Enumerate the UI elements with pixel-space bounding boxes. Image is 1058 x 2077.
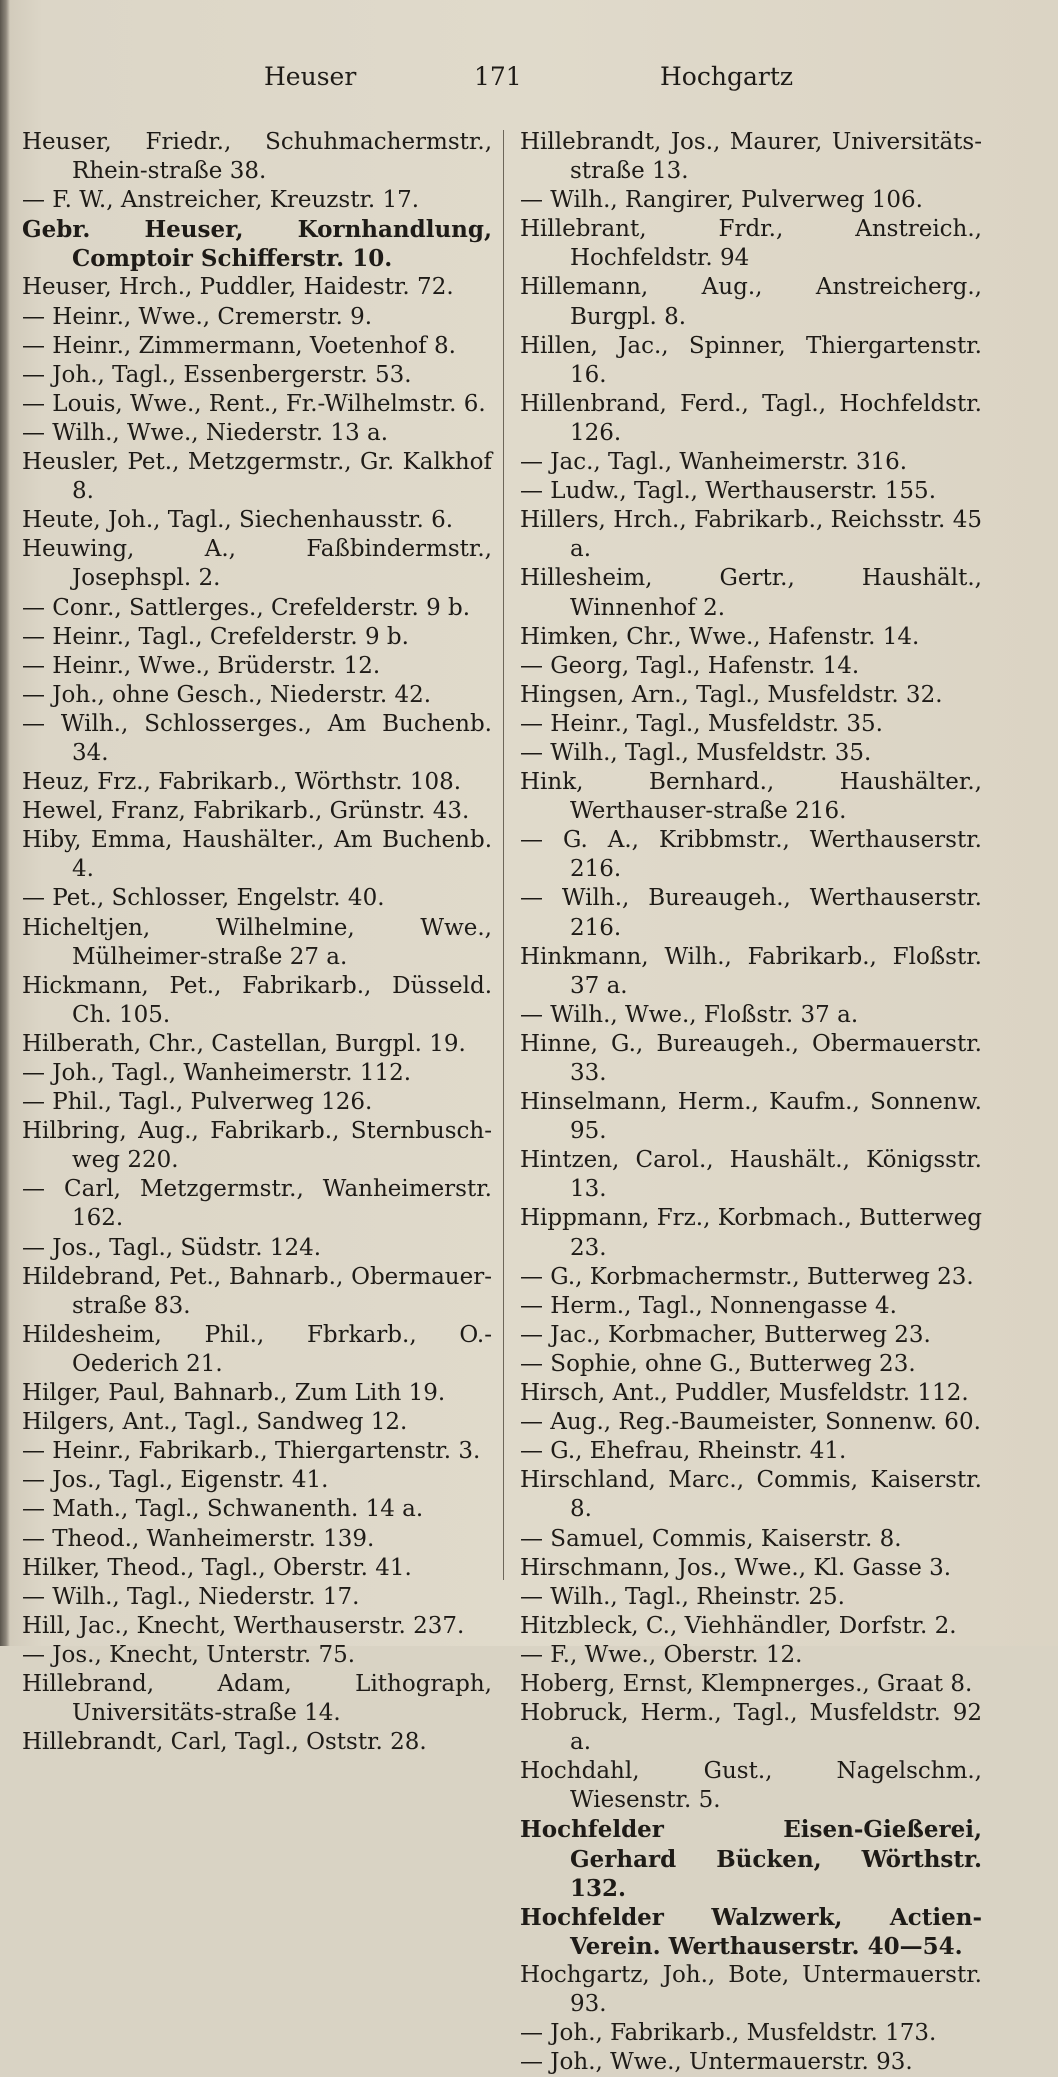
directory-entry: — Herm., Tagl., Nonnengasse 4. bbox=[520, 1292, 897, 1319]
column-divider bbox=[503, 130, 504, 1580]
directory-entry: — Pet., Schlosser, Engelstr. 40. bbox=[22, 885, 385, 912]
directory-entry: Heuser, Friedr., Schuhmachermstr., Rhein-straße 38. bbox=[22, 129, 492, 185]
directory-entry: Hink, Bernhard., Haushälter., Werthauser-straße 216. bbox=[520, 769, 982, 825]
directory-entry: — Joh., ohne Gesch., Niederstr. 42. bbox=[22, 681, 432, 708]
directory-entry: — Joh., Wwe., Untermauerstr. 93. bbox=[520, 2049, 913, 2076]
directory-entry: Hoberg, Ernst, Klempnerges., Graat 8. bbox=[520, 1670, 973, 1697]
directory-entry: Hilbring, Aug., Fabrikarb., Sternbusch-weg 220. bbox=[22, 1118, 492, 1174]
directory-entry: Hillenbrand, Ferd., Tagl., Hochfeldstr. 126. bbox=[520, 390, 982, 446]
directory-entry: Hippmann, Frz., Korbmach., Butterweg 23. bbox=[520, 1205, 982, 1261]
directory-entry: — Heinr., Wwe., Cremerstr. 9. bbox=[22, 303, 373, 330]
directory-entry: — Joh., Fabrikarb., Musfeldstr. 173. bbox=[520, 2020, 937, 2047]
directory-entry: Heuwing, A., Faßbindermstr., Josephspl. 2. bbox=[22, 536, 492, 592]
page-number: 171 bbox=[474, 62, 522, 91]
directory-entry: — Wilh., Wwe., Floßstr. 37 a. bbox=[520, 1001, 859, 1028]
directory-entry: — Heinr., Zimmermann, Voetenhof 8. bbox=[22, 332, 456, 359]
directory-entry: — Wilh., Tagl., Niederstr. 17. bbox=[22, 1583, 360, 1610]
directory-entry: Hiby, Emma, Haushälter., Am Buchenb. 4. bbox=[22, 827, 492, 883]
directory-entry: — G. A., Kribbmstr., Werthauserstr. 216. bbox=[520, 827, 982, 883]
directory-entry: — Georg, Tagl., Hafenstr. 14. bbox=[520, 652, 860, 679]
directory-entry: Hochgartz, Joh., Bote, Untermauerstr. 93. bbox=[520, 1961, 982, 2017]
directory-entry: Himken, Chr., Wwe., Hafenstr. 14. bbox=[520, 623, 920, 650]
directory-entry: Hillen, Jac., Spinner, Thiergartenstr. 16. bbox=[520, 332, 982, 388]
directory-entry: — Math., Tagl., Schwanenth. 14 a. bbox=[22, 1496, 424, 1523]
directory-entry: Hitzbleck, C., Viehhändler, Dorfstr. 2. bbox=[520, 1612, 957, 1639]
directory-entry: — Heinr., Tagl., Musfeldstr. 35. bbox=[520, 710, 883, 737]
directory-entry: Hochfelder Eisen-Gießerei, Gerhard Bücken, Wörthstr. 132. bbox=[520, 1816, 982, 1902]
directory-entry: Hingsen, Arn., Tagl., Musfeldstr. 32. bbox=[520, 681, 943, 708]
directory-entry: Hirschmann, Jos., Wwe., Kl. Gasse 3. bbox=[520, 1554, 952, 1581]
directory-entry: — Wilh., Bureaugeh., Werthauserstr. 216. bbox=[520, 885, 982, 941]
directory-entry: — Wilh., Wwe., Niederstr. 13 a. bbox=[22, 419, 389, 446]
directory-entry: Hilberath, Chr., Castellan, Burgpl. 19. bbox=[22, 1030, 466, 1057]
directory-entry: Hilgers, Ant., Tagl., Sandweg 12. bbox=[22, 1409, 408, 1436]
directory-entry: Hobruck, Herm., Tagl., Musfeldstr. 92 a. bbox=[520, 1700, 982, 1756]
directory-entry: — Jos., Knecht, Unterstr. 75. bbox=[22, 1641, 356, 1668]
directory-entry: — Wilh., Tagl., Rheinstr. 25. bbox=[520, 1583, 845, 1610]
directory-entry: Hickmann, Pet., Fabrikarb., Düsseld. Ch. 105. bbox=[22, 972, 492, 1028]
page-binding-edge bbox=[0, 0, 10, 1646]
directory-entry: Hirsch, Ant., Puddler, Musfeldstr. 112. bbox=[520, 1380, 969, 1407]
directory-entry: Hilker, Theod., Tagl., Oberstr. 41. bbox=[22, 1554, 412, 1581]
directory-entry: Hirschland, Marc., Commis, Kaiserstr. 8. bbox=[520, 1467, 982, 1523]
directory-entry: Hillers, Hrch., Fabrikarb., Reichsstr. 45 a. bbox=[520, 507, 982, 563]
directory-entry: Hildesheim, Phil., Fbrkarb., O.-Oederich 21. bbox=[22, 1321, 492, 1377]
directory-entry: Gebr. Heuser, Kornhandlung, Comptoir Schifferstr. 10. bbox=[22, 216, 492, 273]
directory-entry: — Joh., Tagl., Essenbergerstr. 53. bbox=[22, 361, 412, 388]
directory-entry: — F. W., Anstreicher, Kreuzstr. 17. bbox=[22, 187, 420, 214]
directory-entry: — Wilh., Schlosserges., Am Buchenb. 34. bbox=[22, 710, 492, 766]
directory-entry: Hillebrandt, Jos., Maurer, Universitäts-straße 13. bbox=[520, 129, 982, 185]
directory-entry: — Sophie, ohne G., Butterweg 23. bbox=[520, 1350, 916, 1377]
directory-entry: Hinne, G., Bureaugeh., Obermauerstr. 33. bbox=[520, 1030, 982, 1086]
directory-entry: Hicheltjen, Wilhelmine, Wwe., Mülheimer-straße 27 a. bbox=[22, 914, 492, 970]
directory-entry: — F., Wwe., Oberstr. 12. bbox=[520, 1641, 803, 1668]
directory-entry: Hillebrand, Adam, Lithograph, Universitäts-straße 14. bbox=[22, 1670, 492, 1727]
directory-entry: Hildebrand, Pet., Bahnarb., Obermauer-straße 83. bbox=[22, 1263, 492, 1319]
directory-entry: — Phil., Tagl., Pulverweg 126. bbox=[22, 1089, 373, 1116]
directory-entry: — Heinr., Fabrikarb., Thiergartenstr. 3. bbox=[22, 1438, 481, 1465]
directory-entry: — Wilh., Rangirer, Pulverweg 106. bbox=[520, 187, 923, 214]
directory-entry: Hochdahl, Gust., Nagelschm., Wiesenstr. 5. bbox=[520, 1758, 982, 1814]
directory-entry: Hillebrandt, Carl, Tagl., Oststr. 28. bbox=[22, 1729, 427, 1756]
directory-entry: — Jac., Tagl., Wanheimerstr. 316. bbox=[520, 449, 908, 476]
directory-entry: Hilger, Paul, Bahnarb., Zum Lith 19. bbox=[22, 1380, 446, 1407]
directory-entry: — Joh., Tagl., Wanheimerstr. 112. bbox=[22, 1060, 412, 1086]
directory-entry: Heuz, Frz., Fabrikarb., Wörthstr. 108. bbox=[22, 769, 462, 796]
directory-entry: — Jac., Korbmacher, Butterweg 23. bbox=[520, 1321, 931, 1348]
directory-entry: Hinkmann, Wilh., Fabrikarb., Floßstr. 37 a. bbox=[520, 943, 982, 999]
directory-entry: Hewel, Franz, Fabrikarb., Grünstr. 43. bbox=[22, 798, 470, 825]
directory-entry: Hillebrant, Frdr., Anstreich., Hochfeldstr. 94 bbox=[520, 216, 982, 272]
directory-entry: Heusler, Pet., Metzgermstr., Gr. Kalkhof 8. bbox=[22, 449, 492, 505]
directory-entry: Hillesheim, Gertr., Haushält., Winnenhof 2. bbox=[520, 565, 982, 621]
directory-entry: Hintzen, Carol., Haushält., Königsstr. 13. bbox=[520, 1147, 982, 1203]
directory-entry: — Aug., Reg.-Baumeister, Sonnenw. 60. bbox=[520, 1409, 981, 1436]
left-column bbox=[22, 128, 492, 1757]
directory-entry: Heuser, Hrch., Puddler, Haidestr. 72. bbox=[22, 274, 454, 301]
page-header bbox=[0, 58, 1058, 102]
right-column bbox=[520, 128, 982, 2077]
directory-entry: — Wilh., Tagl., Musfeldstr. 35. bbox=[520, 739, 872, 766]
directory-entry: — Samuel, Commis, Kaiserstr. 8. bbox=[520, 1525, 902, 1552]
directory-entry: — G., Korbmachermstr., Butterweg 23. bbox=[520, 1263, 974, 1290]
directory-entry: — Theod., Wanheimerstr. 139. bbox=[22, 1525, 375, 1552]
directory-entry: Hill, Jac., Knecht, Werthauserstr. 237. bbox=[22, 1612, 465, 1639]
directory-entry: Hillemann, Aug., Anstreicherg., Burgpl. 8. bbox=[520, 274, 982, 330]
directory-entry: — Heinr., Tagl., Crefelderstr. 9 b. bbox=[22, 623, 409, 650]
directory-entry: — G., Ehefrau, Rheinstr. 41. bbox=[520, 1438, 847, 1465]
directory-entry: — Heinr., Wwe., Brüderstr. 12. bbox=[22, 652, 381, 679]
header-right-keyword: Hochgartz bbox=[660, 62, 794, 91]
header-left-keyword: Heuser bbox=[264, 62, 357, 91]
directory-entry: Hinselmann, Herm., Kaufm., Sonnenw. 95. bbox=[520, 1089, 982, 1145]
directory-entry: — Louis, Wwe., Rent., Fr.-Wilhelmstr. 6. bbox=[22, 390, 486, 417]
directory-entry: Hochfelder Walzwerk, Actien-Verein. Werthauserstr. 40—54. bbox=[520, 1903, 982, 1960]
directory-entry: — Ludw., Tagl., Werthauserstr. 155. bbox=[520, 478, 936, 505]
directory-entry: — Carl, Metzgermstr., Wanheimerstr. 162. bbox=[22, 1176, 492, 1232]
directory-entry: — Jos., Tagl., Südstr. 124. bbox=[22, 1234, 322, 1261]
directory-entry: Heute, Joh., Tagl., Siechenhausstr. 6. bbox=[22, 507, 454, 534]
directory-entry: — Jos., Tagl., Eigenstr. 41. bbox=[22, 1467, 329, 1494]
directory-entry: — Conr., Sattlerges., Crefelderstr. 9 b. bbox=[22, 594, 471, 621]
